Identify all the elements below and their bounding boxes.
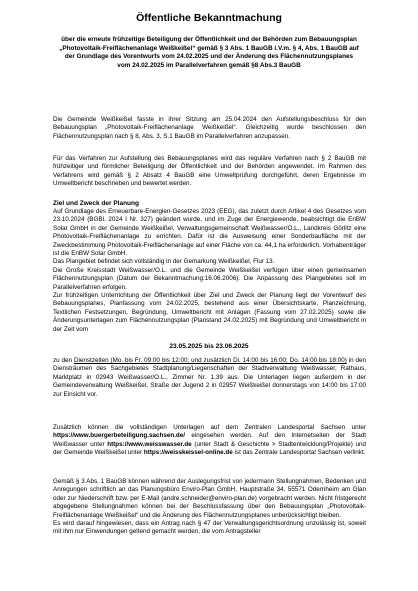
text-prefix: zu den [53,357,74,364]
paragraph-office-hours [53,357,366,399]
paragraph-goal [53,208,366,334]
paragraph-submission: Gemäß § 3 Abs. 1 BauGB können während der Auslegungsfrist von jedermann Stellungnahmen, Bedenken und Anregungen schriftlich an das Planungsbüro Enviro-Plan GmbH, Hauptstraße 34, 55571 Odernheim am Glan oder zur Niederschrift bzw. per E-Mail (andre.schneider@enviro-plan.de) vorgebracht werden. Nicht fristgerecht abgegebene Stellungnahmen können bei der Beschlussfassung über den Bebauungsplan „Photovoltaik-Freiflächenanlage Weißkeißel“ und die Änderung des Flächennutzungsplanes unberücksichtigt bleiben. [53,478,366,519]
paragraph-resolution: Die Gemeinde Weißkeißel fasste in ihrer Sitzung am 25.04.2024 den Aufstellungsbeschluss für den Bebauungsplan „Photovoltaik-Freiflächenanlage Weißkeißel“. Gleichzeitig wurde beschlossen den Flächennutzungsplan nach § 8, Abs. 3, S.1 BauGB im Parallelverfahren anzupassen. [53,116,366,140]
document-title: Öffentliche Bekanntmachung [136,12,282,24]
link-weisswasser[interactable]: https://www.weisswasser.de [107,440,192,448]
text-online-c: (unter Stadt & Geschichte > Stadtentwicklung/Projekte) und der Gemeinde Weißkeißel unter [53,440,367,457]
paragraph-eeg: Auf Grundlage des Erneuerbare-Energien-Gesetzes 2023 (EEG), das zuletzt durch Artikel 4 des Gesetzes vom 23.10.2024 (BGBl. 2024 I Nr. 327) geändert wurde, und im Zuge der Energiewende, beabsichtigt die EnBW Solar GmbH in der Gemeinde Weißkeißel, Verwaltungsgemeinschaft Weißwasser/O.L., Landkreis Görlitz eine Photovoltaik-Freiflächenanlage zu errichten. Dafür ist die Ausweisung einer Sonderbaufläche mit der Zweckbestimmung Photovoltaik-Freiflächenanlage auf einer Fläche von ca. 44,1 ha erforderlich. Vorhabenträger ist die EnBW Solar GmbH. [53,208,366,258]
paragraph-online [53,424,366,458]
text-location: in den Diensträumen des Sachgebietes Stadtplanung/Liegenschaften der Stadtverwaltung Weißwasser, Rathaus, Marktplatz in 02943 Weißwasser/O.L., Zimmer Nr. 1.39 aus. Die Unterlagen liegen außerdem in der Gemeindeverwaltung Weißkeißel, Straße der Jugend 2 in 02957 Weißkeißel donnerstags von 14:00 bis 17:00 zur Einsicht vor. [53,357,367,398]
paragraph-statements [53,478,366,537]
display-dates: 23.05.2025 bis 23.06.2025 [169,343,249,350]
paragraph-procedure: Für das Verfahren zur Aufstellung des Bebauungsplanes wird das reguläre Verfahren nach § 2 BauGB mit frühzeitiger und förmlicher Beteiligung der Öffentlichkeit und der Behörden angewendet. Im Rahmen des Verfahrens wird gemäß § 2 Absatz 4 BauGB eine Umweltprüfung durchgeführt, deren Ergebnisse im Umweltbericht beschrieben und bewertet werden. [53,155,366,188]
text-online-a: Zusätzlich können die vollständigen Unterlagen auf dem Zentralen Landesportal Sachsen unter [53,424,366,431]
link-weisskeissel[interactable]: https://weisskeissel-online.de [143,449,233,457]
office-hours: Dienstzeiten (Mo. bis Fr. 09:00 bis 12:00; und zusätzlich Di. 14:00 bis 16:00; Do. 14:00 bis 18:00) [73,357,347,364]
paragraph-notice: Es wird darauf hingewiesen, dass ein Antrag nach § 47 der Verwaltungsgerichtsordnung unzulässig ist, soweit mit ihm nur Einwendungen geltend gemacht werden, die vom Antragsteller [53,520,366,536]
paragraph-display-period: Zur frühzeitigen Unterrichtung der Öffentlichkeit über Ziel und Zweck der Planung liegt der Vorentwurf des Bebauungsplanes, Planfassung vom 24.02.2025, bestehend aus einer Übersichtskarte, Planzeichnung, Textlichen Festsetzungen, Begründung, Umweltbericht mit Anlagen (Fassung vom 27.02.2025) sowie die Änderungsunterlagen zum Flächennutzungsplan (Planstand 24.02.2025) mit Begründung und Umweltbericht in der Zeit vom [53,292,366,333]
paragraph-plan-area: Das Plangebiet befindet sich vollständig in der Gemarkung Weißkeißel, Flur 13. [53,258,275,266]
section-heading: Ziel und Zweck der Planung [53,200,139,207]
link-landesportal[interactable]: https://www.buergerbeteiligung.sachsen.de/ [53,432,186,440]
paragraph-land-use-plan: Die Große Kreisstadt Weißwasser/O.L. und die Gemeinde Weißkeißel verfügen über einen gemeinsamen Flächennutzungsplan (Datum der Bekanntmachung:16.06.2006). Die Anpassung des Plangebietes soll im Parallelverfahren erfolgen. [53,266,366,291]
document-subtitle: über die erneute frühzeitige Beteiligung der Öffentlichkeit und der Behörden zum Bebauungsplan „Photovoltaik-Freiflächenanlage Weißkeißel“ gemäß § 3 Abs. 1 BauGB i.V.m. § 4, Abs. 1 BauGB auf der Grundlage des Vorentwurfs vom 24.02.2025 und der Änderung des Flächennutzungsplanes vom 24.02.2025 im Parallelverfahren gemäß §8 Abs.3 BauGB [59,36,359,69]
text-online-b: eingesehen werden. Auf den Internetseiten der Stadt Weißwasser unter [53,432,366,448]
text-online-d: ist das Zentrale Landesportal Sachsen verlinkt. [232,449,366,457]
